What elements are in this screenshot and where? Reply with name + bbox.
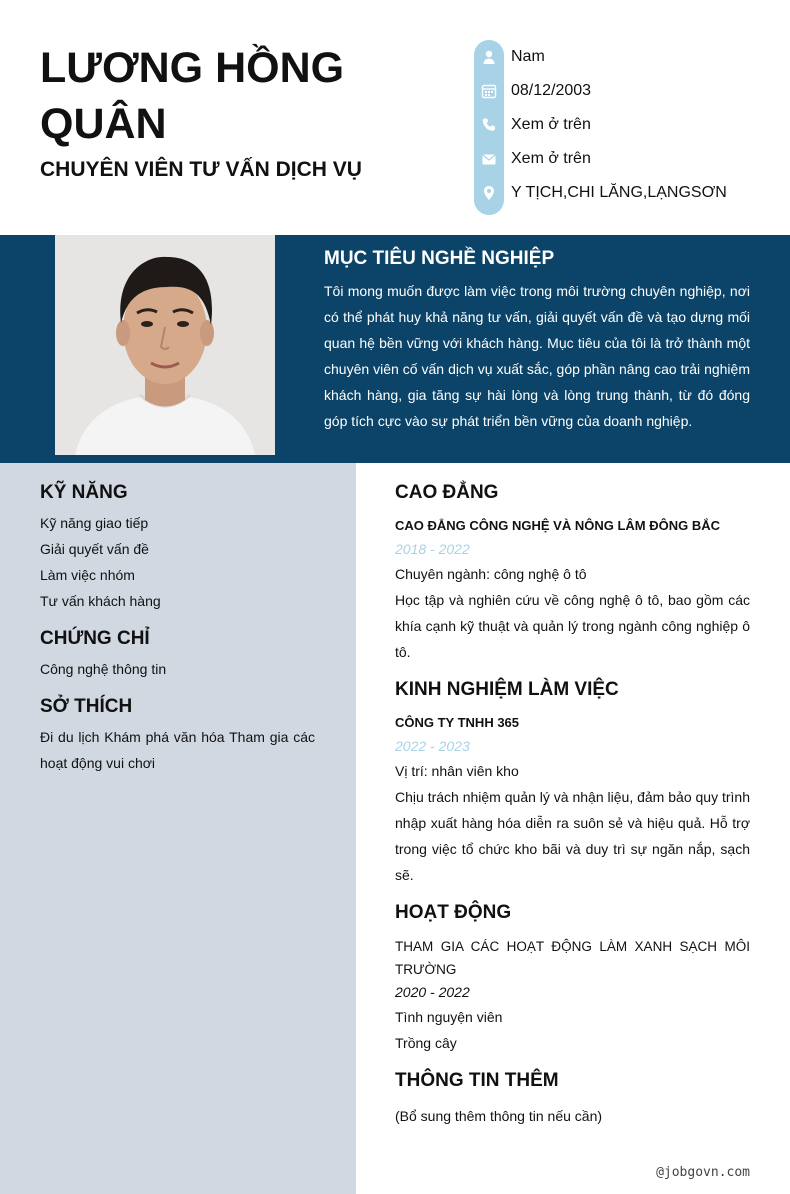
skills-title: KỸ NĂNG: [40, 482, 128, 503]
contact-phone: [474, 108, 591, 142]
experience-description: Chịu trách nhiệm quản lý và nhận liệu, đảm bảo quy trình nhập xuất hàng hóa diễn ra suôn sẻ và hiệu quả. Hỗ trợ trong việc tổ chức kho bãi và duy trì sự ngăn nắp, sạch sẽ.: [395, 789, 750, 883]
contact-address: [474, 176, 727, 210]
watermark: @jobgovn.com: [656, 1165, 750, 1180]
activity-detail: Trồng cây: [395, 1035, 457, 1051]
additional-title: THÔNG TIN THÊM: [395, 1070, 559, 1091]
contact-email: [474, 142, 591, 176]
calendar-icon: [474, 74, 504, 108]
skill-item: Giải quyết vấn đề: [40, 541, 149, 557]
education-major: Chuyên ngành: công nghệ ô tô: [395, 566, 587, 582]
birthday-value: 08/12/2003: [511, 82, 592, 99]
education-title: CAO ĐẲNG: [395, 482, 499, 503]
hobbies-text: Đi du lịch Khám phá văn hóa Tham gia các hoạt động vui chơi: [40, 729, 315, 771]
gender-value: Nam: [511, 48, 545, 65]
experience-period: 2022 - 2023: [395, 738, 470, 754]
activity-name: THAM GIA CÁC HOẠT ĐỘNG LÀM XANH SẠCH MÔI TRƯỜNG: [395, 939, 750, 977]
skill-item: Kỹ năng giao tiếp: [40, 515, 149, 531]
additional-text: (Bổ sung thêm thông tin nếu cần): [395, 1108, 603, 1124]
address-value: Y TỊCH,CHI LĂNG,LẠNGSƠN: [511, 184, 727, 201]
location-pin-icon: [474, 176, 504, 210]
phone-icon: [474, 108, 504, 142]
school-name: CAO ĐẲNG CÔNG NGHỆ VÀ NÔNG LÂM ĐÔNG BẮC: [395, 518, 720, 533]
education-period: 2018 - 2022: [395, 541, 470, 557]
skill-item: Tư vấn khách hàng: [40, 593, 161, 609]
phone-value[interactable]: Xem ở trên: [511, 116, 591, 133]
company-name: CÔNG TY TNHH 365: [395, 715, 520, 730]
hobbies-title: SỞ THÍCH: [40, 696, 133, 717]
certificates-title: CHỨNG CHỈ: [40, 628, 150, 649]
skills-section: [40, 482, 161, 614]
mail-icon: [474, 142, 504, 176]
contact-birthday: [474, 74, 591, 108]
activity-period: 2020 - 2022: [395, 984, 470, 1000]
objective-title: MỤC TIÊU NGHỀ NGHIỆP: [324, 248, 555, 269]
objective-text: Tôi mong muốn được làm việc trong môi trường chuyên nghiệp, nơi có thể phát huy khả năng tư vấn, giải quyết vấn đề và tạo dựng mối quan hệ bền vững với khách hàng. Mục tiêu của tôi là trở thành một chuyên viên cố vấn dịch vụ xuất sắc, góp phần nâng cao trải nghiệm khách hàng, gia tăng sự hài lòng và lòng trung thành, từ đó đóng góp tích cực vào sự phát triển bền vững của doanh nghiệp.: [324, 283, 750, 429]
contact-gender: [474, 40, 545, 74]
experience-position: Vị trí: nhân viên kho: [395, 763, 519, 779]
avatar: [55, 235, 275, 455]
education-description: Học tập và nghiên cứu về công nghệ ô tô, bao gồm các khía cạnh kỹ thuật và quản lý trong ngành công nghiệp ô tô.: [395, 592, 750, 660]
experience-title: KINH NGHIỆM LÀM VIỆC: [395, 679, 619, 700]
email-value[interactable]: Xem ở trên: [511, 150, 591, 167]
certificate-item: Công nghệ thông tin: [40, 661, 167, 677]
activities-title: HOẠT ĐỘNG: [395, 902, 512, 923]
candidate-name: LƯƠNG HỒNG QUÂN: [40, 44, 345, 148]
skill-item: Làm việc nhóm: [40, 567, 135, 583]
portrait-illustration: [55, 235, 275, 455]
user-icon: [474, 40, 504, 74]
activity-role: Tình nguyện viên: [395, 1009, 503, 1025]
hobbies-section: [40, 696, 315, 776]
cv-header: [0, 0, 790, 235]
job-title: CHUYÊN VIÊN TƯ VẤN DỊCH VỤ: [40, 158, 362, 181]
certificates-section: [40, 628, 166, 682]
